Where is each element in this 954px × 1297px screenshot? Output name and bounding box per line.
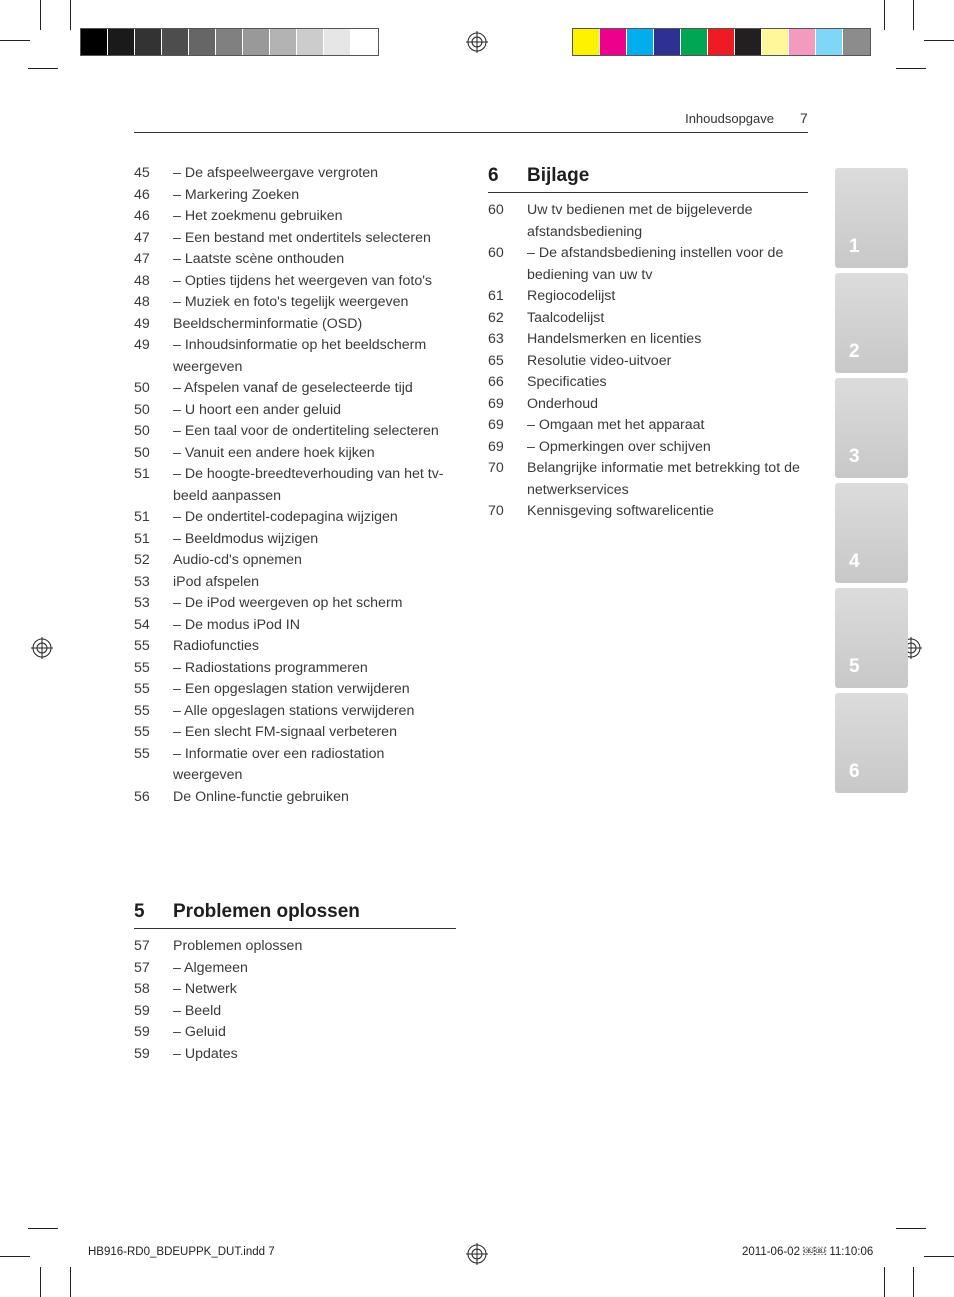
crop-mark (896, 68, 926, 69)
toc-entry-title: – Netwerk (173, 981, 237, 997)
registration-mark-icon (466, 1243, 488, 1265)
chapter-tab-4[interactable] (835, 483, 908, 583)
toc-entry-title: – Afspelen vanaf de geselecteerde tijd (173, 380, 413, 396)
toc-entry-title: Regiocodelijst (527, 288, 616, 304)
crop-mark (40, 1267, 41, 1297)
toc-page-number: 55 (134, 659, 150, 676)
toc-entry[interactable] (134, 1001, 456, 1023)
calibration-swatch (735, 29, 762, 55)
toc-entry[interactable] (488, 286, 806, 308)
toc-entry-title: – De ondertitel-codepagina wijzigen (173, 509, 398, 525)
crop-mark (924, 1256, 954, 1257)
calibration-swatch (135, 29, 162, 55)
toc-entry[interactable] (134, 1044, 456, 1066)
toc-entry[interactable] (488, 415, 806, 437)
toc-entry[interactable] (134, 958, 456, 980)
calibration-swatch (789, 29, 816, 55)
toc-page-number: 50 (134, 380, 150, 396)
toc-page-number: 70 (488, 460, 504, 476)
crop-mark (913, 0, 914, 30)
toc-entry-title: – Omgaan met het apparaat (527, 417, 705, 433)
toc-page-number: 49 (134, 337, 150, 353)
toc-entry-title: Kennisgeving softwarelicentie (527, 503, 714, 519)
toc-page-number: 58 (134, 981, 150, 997)
toc-entry-title: Radiofuncties (173, 638, 259, 654)
toc-page-number: 60 (488, 245, 504, 261)
toc-entry-title: – De modus iPod IN (173, 616, 300, 633)
toc-page-number: 55 (134, 638, 150, 654)
crop-mark (70, 0, 71, 30)
toc-entry-title: – Informatie over een radiostation weergeven (173, 745, 385, 783)
toc-entry-title: – Muziek en foto's tegelijk weergeven (173, 294, 409, 310)
calibration-swatch (108, 29, 135, 55)
toc-page-number: 62 (488, 309, 504, 326)
crop-mark (884, 0, 885, 30)
toc-entry-title: – Beeld (173, 1002, 222, 1019)
toc-entry-title: – Laatste scène onthouden (173, 251, 345, 267)
calibration-swatch (600, 29, 627, 55)
toc-page-number: 65 (488, 352, 504, 369)
calibration-swatch (216, 29, 243, 55)
footer-filename: HB916-RD0_BDEUPPK_DUT.indd 7 (88, 1246, 275, 1258)
calibration-swatch (762, 29, 789, 55)
section-number: 6 (488, 165, 499, 186)
section-title: Problemen oplossen (173, 901, 360, 922)
calibration-swatch (162, 29, 189, 55)
registration-mark-icon (31, 637, 53, 659)
calibration-swatch (81, 29, 108, 55)
calibration-swatch (324, 29, 351, 55)
chapter-tab-label: 2 (849, 341, 860, 362)
toc-entry[interactable] (134, 679, 456, 701)
toc-entry-title: Resolutie video-uitvoer (527, 352, 672, 369)
toc-page-number: 53 (134, 573, 150, 590)
toc-page-number: 69 (488, 438, 504, 455)
toc-page-number: 59 (134, 1002, 150, 1019)
toc-entry[interactable] (134, 228, 456, 250)
chapter-tab-3[interactable] (835, 378, 908, 478)
toc-entry[interactable] (134, 292, 456, 314)
toc-entry-title: iPod afspelen (173, 573, 259, 590)
toc-section-6 (488, 200, 806, 523)
toc-page-number: 59 (134, 1045, 150, 1062)
calibration-swatch (843, 29, 870, 55)
crop-mark (70, 1267, 71, 1297)
toc-page-number: 56 (134, 788, 150, 805)
calibration-swatch (270, 29, 297, 55)
chapter-tab-2[interactable] (835, 273, 908, 373)
toc-entry-title: – Geluid (173, 1024, 226, 1040)
toc-page-number: 60 (488, 202, 504, 218)
toc-page-number: 47 (134, 251, 150, 267)
crop-mark (28, 68, 58, 69)
calibration-swatch (708, 29, 735, 55)
toc-page-number: 46 (134, 186, 150, 203)
toc-entry[interactable] (488, 501, 806, 523)
toc-entry-title: – De hoogte-breedteverhouding van het tv-beeld aanpassen (173, 466, 444, 504)
toc-entry-title: – Een slecht FM-signaal verbeteren (173, 724, 397, 740)
toc-page-number: 66 (488, 374, 504, 390)
chapter-tab-label: 6 (849, 761, 860, 782)
page-number: 7 (800, 110, 808, 126)
toc-entry[interactable] (134, 658, 456, 680)
grayscale-calibration-bar (80, 28, 379, 56)
section-heading-6 (488, 165, 589, 187)
toc-entry[interactable] (488, 200, 806, 243)
toc-entry[interactable] (134, 185, 456, 207)
crop-mark (28, 1228, 58, 1229)
toc-page-number: 55 (134, 702, 150, 719)
toc-entry-title: Onderhoud (527, 395, 598, 412)
section-title: Bijlage (527, 165, 590, 186)
crop-mark (913, 1267, 914, 1297)
toc-entry[interactable] (488, 437, 806, 459)
toc-entry[interactable] (134, 979, 456, 1001)
chapter-tab-label: 4 (849, 551, 860, 572)
toc-entry[interactable] (134, 378, 456, 400)
toc-entry-title: – Radiostations programmeren (173, 659, 368, 676)
toc-entry[interactable] (134, 314, 456, 336)
toc-entry-title: – Beeldmodus wijzigen (173, 530, 319, 547)
header-title: Inhoudsopgave (685, 111, 774, 126)
toc-page-number: 54 (134, 616, 150, 633)
toc-entry[interactable] (134, 249, 456, 271)
toc-page-number: 48 (134, 272, 150, 289)
toc-entry-title: – Algemeen (173, 959, 248, 976)
calibration-swatch (816, 29, 843, 55)
crop-mark (0, 1256, 30, 1257)
toc-entry-title: – Een opgeslagen station verwijderen (173, 681, 410, 697)
toc-entry-title: – Een bestand met ondertitels selecteren (173, 229, 431, 246)
toc-entry-title: – De iPod weergeven op het scherm (173, 595, 403, 611)
toc-entry[interactable] (134, 550, 456, 572)
chapter-tab-label: 1 (849, 236, 860, 257)
calibration-swatch (573, 29, 600, 55)
toc-entry[interactable] (134, 206, 456, 228)
section-divider (134, 928, 456, 929)
toc-page-number: 49 (134, 315, 150, 332)
chapter-tab-label: 3 (849, 446, 860, 467)
calibration-swatch (243, 29, 270, 55)
toc-entry-title: Handelsmerken en licenties (527, 331, 702, 347)
toc-entry[interactable] (488, 394, 806, 416)
toc-entry[interactable] (134, 335, 456, 378)
toc-page-number: 51 (134, 530, 150, 547)
toc-page-number: 59 (134, 1024, 150, 1040)
calibration-swatch (351, 29, 378, 55)
toc-page-number: 51 (134, 509, 150, 525)
toc-entry[interactable] (134, 701, 456, 723)
toc-entry-title: – Inhoudsinformatie op het beeldscherm weergeven (173, 337, 427, 375)
toc-entry[interactable] (134, 744, 456, 787)
toc-entry-title: Uw tv bedienen met de bijgeleverde afstandsbediening (527, 202, 753, 240)
chapter-tab-6[interactable] (835, 693, 908, 793)
toc-entry[interactable] (134, 572, 456, 594)
toc-entry-title: Problemen oplossen (173, 938, 303, 954)
toc-entry[interactable] (134, 529, 456, 551)
calibration-swatch (627, 29, 654, 55)
calibration-swatch (297, 29, 324, 55)
toc-entry-title: – Updates (173, 1045, 238, 1062)
toc-left-column (134, 163, 456, 808)
toc-entry[interactable] (134, 507, 456, 529)
crop-mark (0, 40, 30, 41)
toc-section-5 (134, 936, 456, 1065)
crop-mark (884, 1267, 885, 1297)
toc-entry-title: De Online-functie gebruiken (173, 788, 349, 805)
crop-mark (40, 0, 41, 30)
toc-entry-title: Beeldscherminformatie (OSD) (173, 315, 363, 332)
color-calibration-bar (572, 28, 871, 56)
toc-entry[interactable] (488, 351, 806, 373)
toc-page-number: 55 (134, 745, 150, 762)
toc-entry[interactable] (134, 400, 456, 422)
toc-entry-title: Audio-cd's opnemen (173, 552, 302, 568)
registration-mark-icon (466, 31, 488, 53)
toc-page-number: 46 (134, 208, 150, 224)
section-divider (488, 192, 808, 193)
toc-entry-title: – Opmerkingen over schijven (527, 438, 711, 455)
section-heading-5 (134, 901, 360, 923)
toc-page-number: 61 (488, 288, 504, 304)
toc-page-number: 63 (488, 331, 504, 347)
toc-entry[interactable] (134, 593, 456, 615)
footer-datetime: 2011-06-02 ￼￼ 11:10:06 (742, 1246, 874, 1258)
toc-entry-title: – Vanuit een andere hoek kijken (173, 444, 375, 461)
toc-entry[interactable] (488, 308, 806, 330)
toc-page-number: 57 (134, 959, 150, 976)
toc-entry[interactable] (134, 443, 456, 465)
calibration-swatch (189, 29, 216, 55)
toc-entry[interactable] (134, 464, 456, 507)
toc-entry[interactable] (134, 1022, 456, 1044)
calibration-swatch (681, 29, 708, 55)
chapter-tab-label: 5 (849, 656, 860, 677)
toc-entry[interactable] (134, 636, 456, 658)
toc-entry-title: – Het zoekmenu gebruiken (173, 208, 343, 224)
toc-page-number: 50 (134, 423, 150, 439)
toc-entry[interactable] (134, 421, 456, 443)
chapter-tab-1[interactable] (835, 168, 908, 268)
toc-entry-title: Specificaties (527, 374, 607, 390)
toc-page-number: 69 (488, 417, 504, 433)
crop-mark (896, 1228, 926, 1229)
toc-entry[interactable] (488, 243, 806, 286)
toc-page-number: 55 (134, 681, 150, 697)
toc-page-number: 55 (134, 724, 150, 740)
toc-entry[interactable] (488, 329, 806, 351)
toc-entry[interactable] (134, 722, 456, 744)
toc-entry-title: – De afstandsbediening instellen voor de bediening van uw tv (527, 245, 784, 283)
toc-page-number: 57 (134, 938, 150, 954)
toc-entry-title: – De afspeelweergave vergroten (173, 165, 379, 181)
toc-page-number: 50 (134, 444, 150, 461)
toc-entry[interactable] (134, 163, 456, 185)
toc-page-number: 51 (134, 466, 150, 482)
toc-entry-title: Belangrijke informatie met betrekking tot de netwerkservices (527, 460, 800, 498)
header-divider (134, 132, 808, 133)
toc-entry[interactable] (134, 271, 456, 293)
toc-entry[interactable] (134, 787, 456, 809)
toc-entry[interactable] (488, 458, 806, 501)
toc-entry-title: – Alle opgeslagen stations verwijderen (173, 702, 415, 719)
toc-entry[interactable] (134, 615, 456, 637)
calibration-swatch (654, 29, 681, 55)
toc-page-number: 47 (134, 229, 150, 246)
toc-entry[interactable] (134, 936, 456, 958)
toc-page-number: 69 (488, 395, 504, 412)
chapter-tab-5[interactable] (835, 588, 908, 688)
toc-entry-title: – Markering Zoeken (173, 186, 300, 203)
toc-page-number: 70 (488, 503, 504, 519)
toc-page-number: 52 (134, 552, 150, 568)
toc-page-number: 53 (134, 595, 150, 611)
toc-entry-title: – Opties tijdens het weergeven van foto's (173, 272, 433, 289)
toc-entry-title: Taalcodelijst (527, 309, 605, 326)
toc-entry[interactable] (488, 372, 806, 394)
toc-page-number: 45 (134, 165, 150, 181)
toc-entry-title: – U hoort een ander geluid (173, 401, 342, 418)
section-number: 5 (134, 901, 145, 922)
toc-page-number: 50 (134, 401, 150, 418)
crop-mark (924, 40, 954, 41)
toc-entry-title: – Een taal voor de ondertiteling selecteren (173, 423, 439, 439)
toc-page-number: 48 (134, 294, 150, 310)
